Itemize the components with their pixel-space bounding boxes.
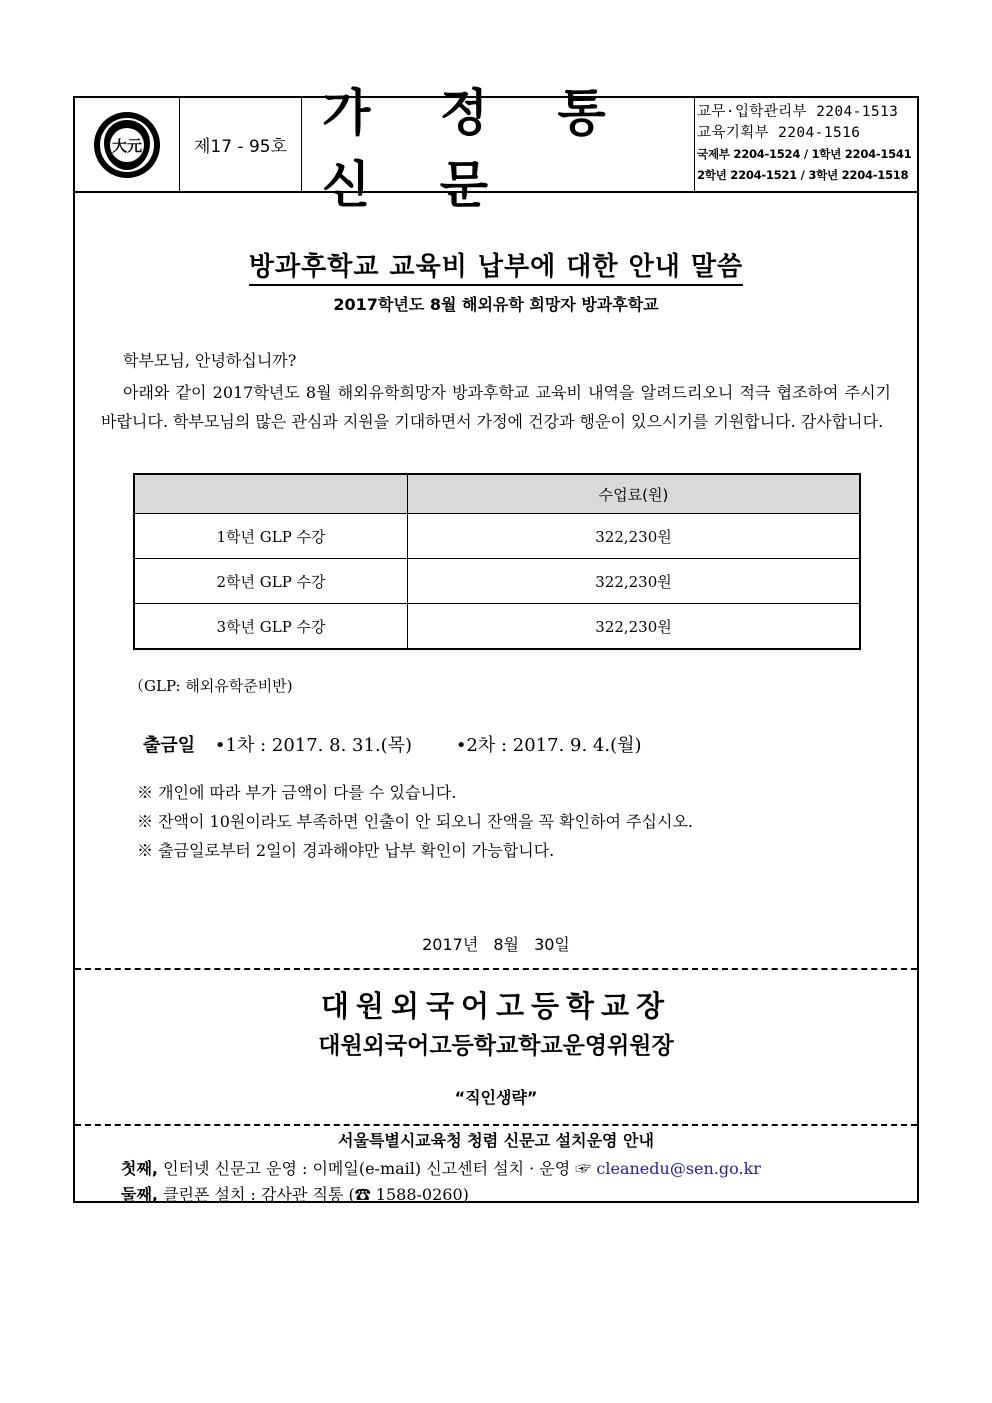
footer-line-text: 인터넷 신문고 운영 : 이메일(e-mail) 신고센터 설치 · 운영 ☞ [158,1159,597,1178]
payment-date-second: •2차 : 2017. 9. 4.(월) [455,735,642,756]
payment-dates [143,731,642,757]
seal-omitted: “직인생략” [454,1088,538,1107]
remark-item: ※ 개인에 따라 부가 금액이 다를 수 있습니다. [137,783,457,802]
dashed-divider [75,968,917,970]
table-header-row [134,474,860,514]
issue-date: 2017년 8월 30일 [422,935,570,954]
newsletter-header [75,83,917,214]
dashed-divider [75,1124,917,1126]
contact-line: 2학년 2204-1521 / 3학년 2204-1518 [697,168,909,182]
footer-line-label: 둘째, [121,1185,158,1204]
document-title-wrap [75,246,917,283]
table-row [134,604,860,650]
remarks-list [137,778,693,865]
glp-note: （GLP: 해외유학준비반) [129,677,293,695]
emblem-lettering: 大元 [111,136,143,155]
newsletter-title: 가 정 통 신 문 [302,98,695,191]
newsletter-frame [73,83,919,1204]
table-cell: 322,230원 [408,559,861,604]
table-row [134,559,860,604]
greeting: 학부모님, 안녕하십니까? [123,351,297,370]
footer-line-label: 첫째, [121,1159,158,1178]
remark-item: ※ 잔액이 10원이라도 부족하면 인출이 안 되오니 잔액을 꼭 확인하여 주십시오. [137,812,693,831]
remark-item: ※ 출금일로부터 2일이 경과해야만 납부 확인이 가능합니다. [137,841,555,860]
contact-line: 교무·입학관리부 2204-1513 [697,104,899,120]
intro-paragraph: 아래와 같이 2017학년도 8월 해외유학희망자 방과후학교 교육비 내역을 알려드리오니 적극 협조하여 주시기 바랍니다. 학부모님의 많은 관심과 지원을 기대하면서 가정에 건강과 행운이 있으시기를 기원합니다. 감사합니다. [101,383,891,431]
footer-title: 서울특별시교육청 청렴 신문고 설치운영 안내 [338,1131,654,1150]
table-cell: 322,230원 [408,604,861,650]
payment-date-first: •1차 : 2017. 8. 31.(목) [214,735,413,756]
school-logo-cell [75,98,180,191]
footer-line-text: 클린폰 설치 : 감사관 직통 (☎ 1588-0260) [158,1185,469,1204]
table-cell: 1학년 GLP 수강 [134,514,408,559]
table-header-cell [134,474,408,514]
footer-line-1 [121,1156,761,1179]
table-cell: 2학년 GLP 수강 [134,559,408,604]
document-subtitle: 2017학년도 8월 해외유학 희망자 방과후학교 [333,295,659,314]
contact-line: 교육기획부 2204-1516 [697,125,861,141]
issue-number: 제17 - 95호 [180,98,302,191]
table-row [134,514,860,559]
contact-list [695,98,917,191]
report-email-link[interactable]: cleanedu@sen.go.kr [596,1159,761,1178]
table-cell: 3학년 GLP 수강 [134,604,408,650]
school-emblem-icon [92,110,162,180]
contact-line: 국제부 2204-1524 / 1학년 2204-1541 [697,147,912,161]
footer-line-2 [121,1182,469,1205]
committee-signature: 대원외국어고등학교학교운영위원장 [318,1033,674,1059]
principal-signature: 대원외국어고등학교장 [320,989,672,1023]
table-cell: 322,230원 [408,514,861,559]
payment-label: 출금일 [143,735,196,756]
table-header-cell: 수업료(원) [408,474,861,514]
fee-table [133,473,861,650]
document-title: 방과후학교 교육비 납부에 대한 안내 말씀 [249,252,743,286]
